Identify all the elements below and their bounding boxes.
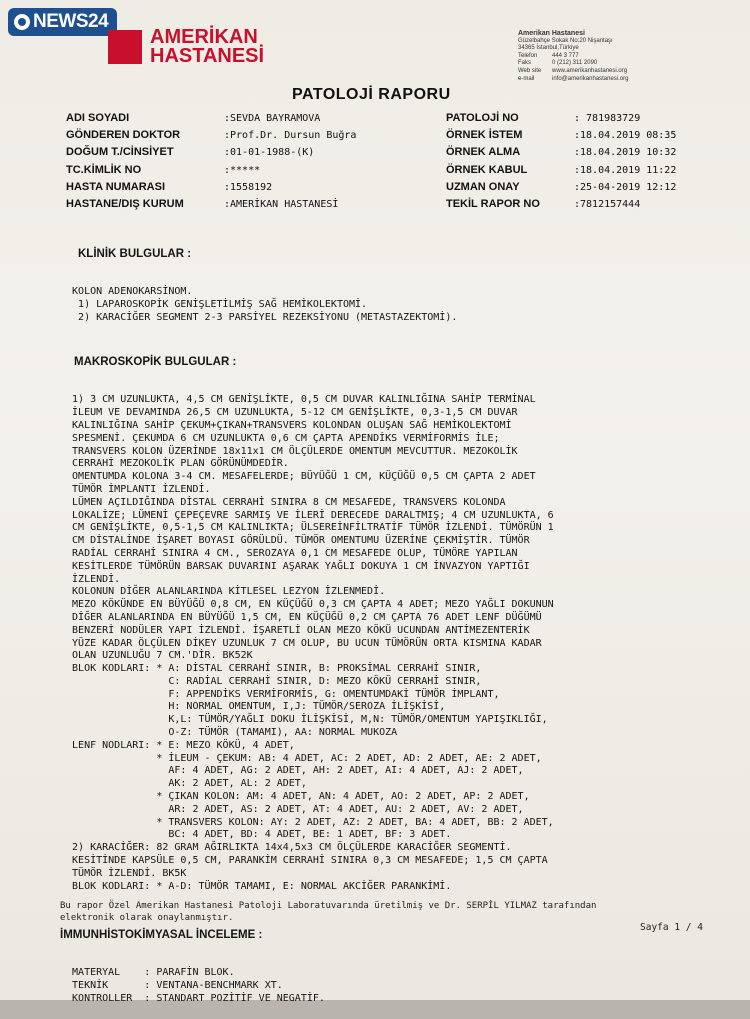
- field-row: [66, 127, 356, 144]
- field-value: : 781983729: [574, 113, 641, 124]
- report-line: KALINLIĞINA SAHİP ÇEKUM+ÇIKAN+TRANSVERS KOLONDAN OLUŞAN SAĞ HEMİKOLEKTOMİ: [60, 419, 512, 431]
- report-line: AR: 2 ADET, AS: 2 ADET, AT: 4 ADET, AU: 2 ADET, AV: 2 ADET,: [60, 803, 524, 815]
- report-line: KESİTİNDE KAPSÜLE 0,5 CM, PARANKİM CERRAHİ SINIRA 0,3 CM MESAFEDE; 1,5 CM ÇAPTA: [60, 855, 548, 867]
- contact-row: [518, 53, 628, 61]
- contact-row: [518, 68, 628, 76]
- hospital-address-1: Güzelbahçe Sokak No:20 Nişantaşı: [518, 37, 613, 44]
- report-line: OMENTUMDA KOLONA 3-4 CM. MESAFELERDE; BÜYÜĞÜ 1 CM, KÜÇÜĞÜ 0,5 CM ÇAPTA 2 ADET: [60, 471, 536, 483]
- contact-value: 0 (212) 311 2090: [552, 60, 598, 67]
- report-line: RADİAL CERRAHİ SINIRA 4 CM., SEROZAYA 0,1 CM MESAFEDE OLUP, TÜMÖRE YAPILAN: [60, 547, 518, 559]
- report-line: KONTROLLER : STANDART POZİTİF VE NEGATİF.: [60, 993, 325, 1005]
- report-line: CM DİSTALİNDE İŞARET BOYASI GÖRÜLDÜ. TÜMÖR OMENTUMU ÜZERİNE ÇEKMİŞTİR. TÜMÖR: [60, 535, 530, 547]
- contact-key: e-mail: [518, 75, 535, 82]
- report-line: H: NORMAL OMENTUM, I,J: TÜMÖR/SEROZA İLİŞKİSİ,: [60, 701, 446, 713]
- report-line: K,L: TÜMÖR/YAĞLI DOKU İLİŞKİSİ, M,N: TÜMÖR/OMENTUM YAPIŞIKLIĞI,: [60, 714, 548, 726]
- field-row: [66, 179, 356, 196]
- report-line: 1) 3 CM UZUNLUKTA, 4,5 CM GENİŞLİKTE, 0,5 CM DUVAR KALINLIĞINA SAHİP TERMİNAL: [60, 394, 536, 406]
- report-line: * İLEUM - ÇEKUM: AB: 4 ADET, AC: 2 ADET, AD: 2 ADET, AE: 2 ADET,: [60, 752, 542, 764]
- field-row: [446, 196, 676, 213]
- report-line: 2) KARACİĞER: 82 GRAM AĞIRLIKTA 14x4,5x3 CM ÖLÇÜLERDE KARACİĞER SEGMENTİ.: [60, 842, 512, 854]
- report-line: SPESMENİ. ÇEKUMDA 6 CM UZUNLUKTA 0,6 CM ÇAPTA APENDİKS VERMİFORMİS İLE;: [60, 432, 500, 444]
- report-line: TÜMÖR İMPLANTI İZLENDİ.: [60, 483, 211, 495]
- report-line: O-Z: TÜMÖR (TAMAMI), AA: NORMAL MUKOZA: [60, 727, 398, 739]
- contact-value: www.amerikanhastanesi.org: [552, 67, 628, 74]
- report-line: * ÇIKAN KOLON: AM: 4 ADET, AN: 4 ADET, AO: 2 ADET, AP: 2 ADET,: [60, 791, 530, 803]
- field-label: ÖRNEK İSTEM: [446, 129, 523, 142]
- report-line: BLOK KODLARI: * A-D: TÜMÖR TAMAMI, E: NORMAL AKCİĞER PARANKİMİ.: [60, 880, 452, 892]
- report-line: KOLONUN DİĞER ALANLARINDA KİTLESEL LEZYON İZLENMEDİ.: [60, 586, 386, 598]
- contact-key: Web site: [518, 67, 542, 74]
- page-number: Sayfa 1 / 4: [640, 922, 703, 933]
- report-line: F: APPENDİKS VERMİFORMİS, G: OMENTUMDAKİ TÜMÖR İMPLANT,: [60, 688, 500, 700]
- report-line: AK: 2 ADET, AL: 2 ADET,: [60, 778, 307, 790]
- report-line: LOKALİZE; LÜMENİ ÇEPEÇEVRE SARMIŞ VE İLERİ DERECEDE DARALTMIŞ; 4 CM UZUNLUKTA, 6: [60, 509, 554, 521]
- report-line: MEZO KÖKÜNDE EN BÜYÜĞÜ 0,8 CM, EN KÜÇÜĞÜ 0,3 CM ÇAPTA 4 ADET; MEZO YAĞLI DOKUNUN: [60, 599, 554, 611]
- report-line: BLOK KODLARI: * A: DİSTAL CERRAHİ SINIR, B: PROKSİMAL CERRAHİ SINIR,: [60, 663, 482, 675]
- report-title: PATOLOJİ RAPORU: [292, 86, 451, 103]
- field-value: :*****: [224, 164, 261, 176]
- field-value: :SEVDA BAYRAMOVA: [224, 113, 321, 124]
- field-label: DOĞUM T./CİNSİYET: [66, 146, 174, 159]
- report-line: İLEUM VE DEVAMINDA 26,5 CM UZUNLUKTA, 5-12 CM GENİŞLİKTE, 0,3-1,5 CM DUVAR: [60, 407, 518, 419]
- report-line: BENZERİ NODÜLER YAPI İZLENDİ. İŞARETLİ OLAN MEZO KÖKÜ UCUNDAN ANTİMEZENTERİK: [60, 624, 530, 636]
- field-row: [66, 162, 356, 179]
- field-row: [446, 110, 676, 127]
- field-row: [66, 196, 356, 213]
- field-value: :Prof.Dr. Dursun Buğra: [224, 130, 357, 142]
- field-value: :18.04.2019 10:32: [574, 147, 677, 159]
- report-line: CM GENİŞLİKTE, 0,5-1,5 CM KALINLIKTA; ÜLSEREİNFİLTRATİF TÜMÖR İZLENDİ. TÜMÖRÜN 1: [60, 522, 554, 534]
- report-line: 1) LAPAROSKOPİK GENİŞLETİLMİŞ SAĞ HEMİKOLEKTOMİ.: [60, 298, 368, 310]
- report-line: MATERYAL : PARAFİN BLOK.: [60, 967, 235, 979]
- field-label: ÖRNEK KABUL: [446, 163, 528, 176]
- field-value: :1558192: [224, 181, 273, 193]
- sample-fields: [446, 110, 676, 213]
- report-line: LÜMEN AÇILDIĞINDA DİSTAL CERRAHİ SINIRA 8 CM MESAFEDE, TRANSVERS KOLONDA: [60, 496, 506, 508]
- logo-text: AMERİKAN HASTANESİ: [150, 26, 265, 67]
- field-value: :25-04-2019 12:12: [574, 181, 677, 193]
- makro-heading: MAKROSKOPİK BULGULAR :: [74, 355, 237, 368]
- field-row: [66, 144, 356, 161]
- hospital-name: Amerikan Hastanesi: [518, 30, 585, 37]
- report-line: DİĞER ALANLARINDA EN BÜYÜĞÜ 1,5 CM, EN KÜÇÜĞÜ 0,2 CM ÇAPTA 76 ADET LENF DÜĞÜMÜ: [60, 611, 542, 623]
- field-value: :AMERİKAN HASTANESİ: [224, 199, 339, 211]
- field-label: GÖNDEREN DOKTOR: [66, 129, 181, 142]
- report-line: AF: 4 ADET, AG: 2 ADET, AH: 2 ADET, AI: 4 ADET, AJ: 2 ADET,: [60, 765, 524, 777]
- field-value: :18.04.2019 11:22: [574, 164, 677, 176]
- contact-key: Faks: [518, 60, 532, 67]
- report-line: TRANSVERS KOLON ÜZERİNDE 18x11x1 CM ÖLÇÜLERDE OMENTUM MEVCUTTUR. MEZOKOLİK: [60, 445, 518, 457]
- field-label: HASTA NUMARASI: [66, 180, 165, 193]
- report-line: C: RADİAL CERRAHİ SINIR, D: MEZO KÖKÜ CERRAHİ SINIR,: [60, 675, 482, 687]
- footer-line-1: Bu rapor Özel Amerikan Hastanesi Patoloji Laboratuvarında üretilmiş ve Dr. SERPİL YILMAZ tarafından: [60, 901, 597, 911]
- field-label: HASTANE/DIŞ KURUM: [66, 198, 184, 211]
- hospital-logo: [108, 28, 264, 66]
- field-value: :18.04.2019 08:35: [574, 130, 677, 142]
- news24-watermark: [8, 8, 117, 36]
- field-label: ÖRNEK ALMA: [446, 146, 521, 159]
- report-footer: [60, 900, 596, 924]
- report-line: CERRAHİ MEZOKOLİK PLAN GÖRÜNÜMDEDİR.: [60, 458, 289, 470]
- field-label: TEKİL RAPOR NO: [446, 198, 540, 211]
- report-line: LENF NODLARI: * E: MEZO KÖKÜ, 4 ADET,: [60, 739, 295, 751]
- field-row: [446, 127, 676, 144]
- globe-icon: [14, 14, 30, 30]
- footer-line-2: elektronik olarak onaylanmıştır.: [60, 913, 234, 923]
- field-row: [446, 162, 676, 179]
- contact-value: 444 3 777: [552, 52, 579, 59]
- report-line: KOLON ADENOKARSİNOM.: [60, 285, 193, 297]
- field-row: [66, 110, 356, 127]
- watermark-text: NEWS24: [33, 11, 109, 32]
- report-line: İZLENDİ.: [60, 573, 121, 585]
- hospital-address-2: 34365 İstanbul,Türkiye: [518, 45, 579, 52]
- report-line: KESİTLERDE TÜMÖRÜN BARSAK DUVARINI AŞARAK YAĞLI DOKUYA 1 CM İNVAZYON YAPTIĞI: [60, 560, 530, 572]
- field-label: PATOLOJİ NO: [446, 112, 519, 124]
- field-value: :01-01-1988-(K): [224, 147, 315, 159]
- report-line: OLAN UZUNLUĞU 7 CM.'DİR. BK52K: [60, 650, 253, 662]
- report-line: TÜMÖR İZLENDİ. BK5K: [60, 867, 187, 879]
- field-value: :7812157444: [574, 199, 641, 211]
- hospital-contact-info: [518, 30, 628, 83]
- report-line: 2) KARACİĞER SEGMENT 2-3 PARSİYEL REZEKSİYONU (METASTAZEKTOMİ).: [60, 311, 458, 323]
- contact-row: [518, 76, 628, 84]
- field-row: [446, 144, 676, 161]
- logo-mark-icon: [108, 30, 142, 64]
- klinik-heading: KLİNİK BULGULAR :: [78, 247, 192, 260]
- field-label: ADI SOYADI: [66, 112, 130, 124]
- patient-fields: [66, 110, 356, 213]
- report-line: TEKNİK : VENTANA-BENCHMARK XT.: [60, 980, 283, 992]
- field-label: TC.KİMLİK NO: [66, 163, 142, 176]
- ihk-heading: İMMUNHİSTOKİMYASAL İNCELEME :: [60, 929, 263, 942]
- report-line: BC: 4 ADET, BD: 4 ADET, BE: 1 ADET, BF: 3 ADET.: [60, 829, 452, 841]
- report-line: * TRANSVERS KOLON: AY: 2 ADET, AZ: 2 ADET, BA: 4 ADET, BB: 2 ADET,: [60, 816, 554, 828]
- report-line: YÜZE KADAR ÖLÇÜLEN DİKEY UZUNLUK 7 CM OLUP, BU UCUN TÜMÖRÜN ORTA KISMINA KADAR: [60, 637, 542, 649]
- contact-row: [518, 60, 628, 68]
- contact-key: Telefon: [518, 52, 538, 59]
- field-row: [446, 179, 676, 196]
- contact-value: info@amerikanhastanesi.org: [552, 75, 629, 82]
- field-label: UZMAN ONAY: [446, 180, 520, 193]
